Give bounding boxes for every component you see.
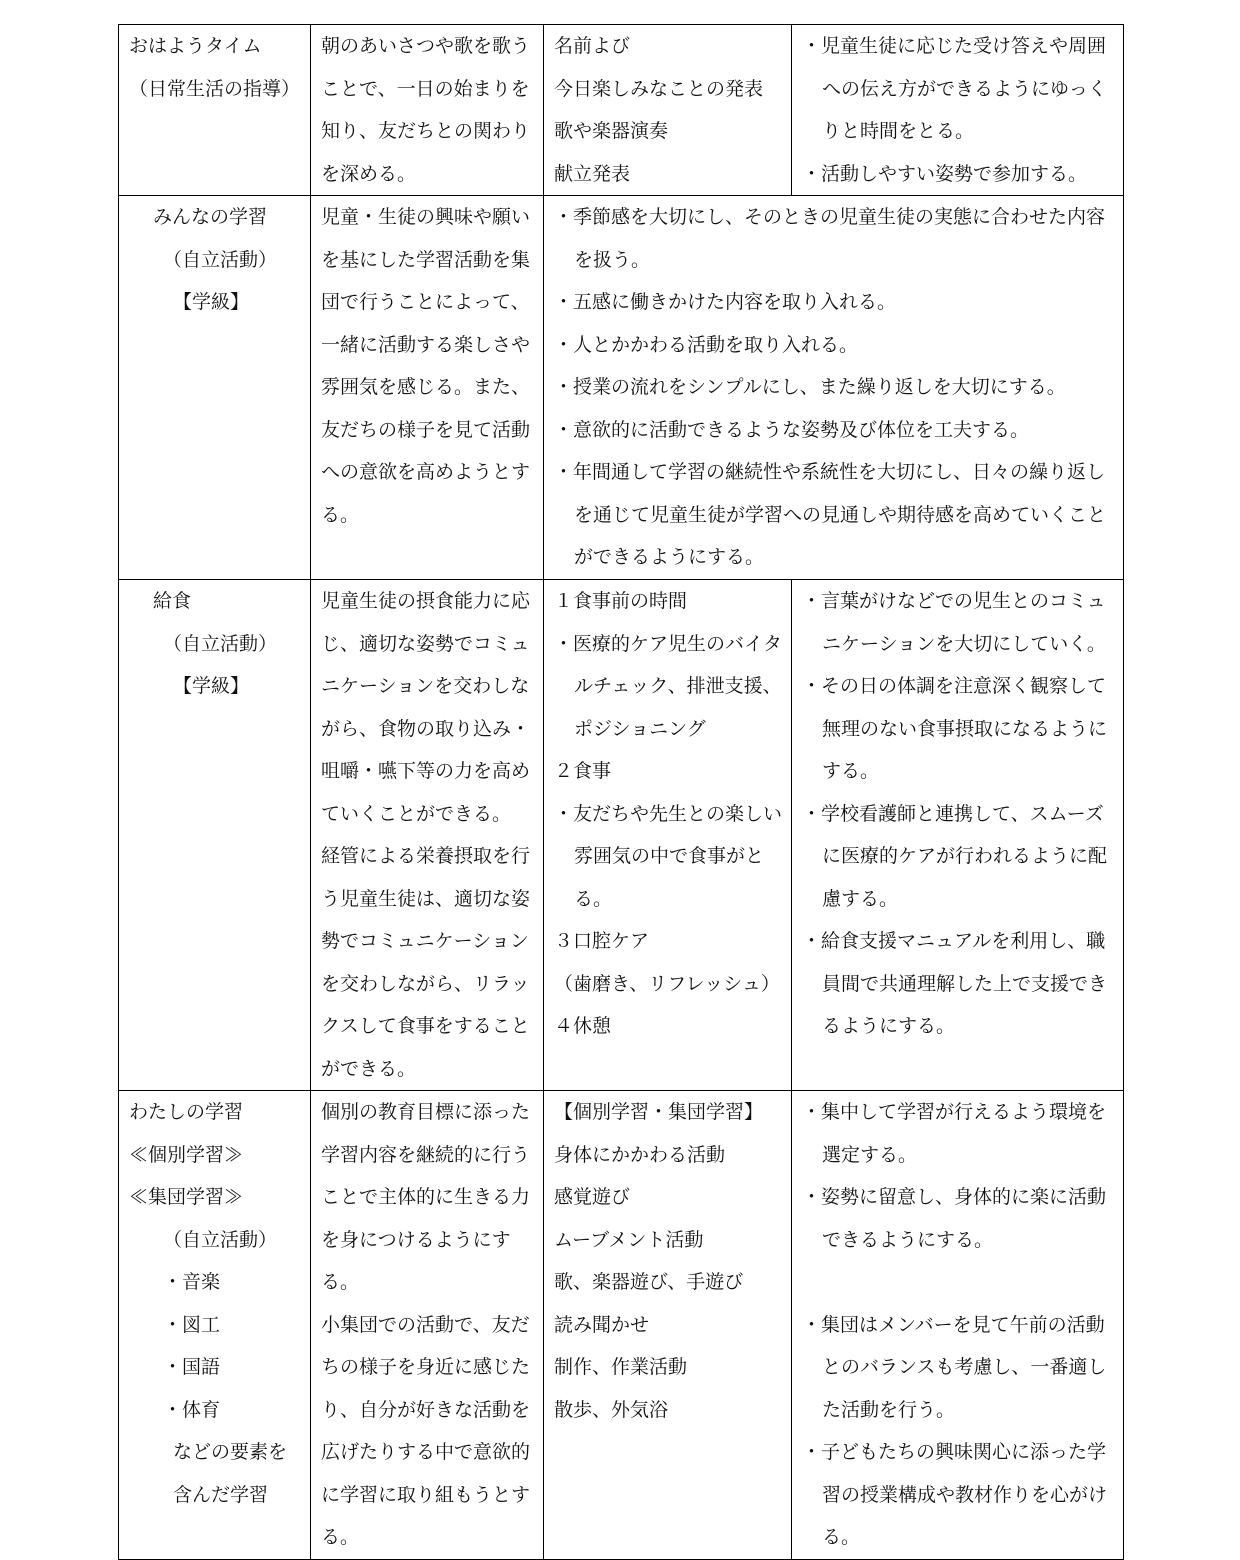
activity-subtitle: ≪個別学習≫ [129,1143,244,1166]
notes-cell [792,1091,1124,1560]
note-item: ・児童生徒に応じた受け答えや周囲への伝え方ができるようにゆっくりと時間をとる。 [802,35,1107,142]
aim-text: 個別の教育目標に添った学習内容を継続的に行うことで主体的に生きる力を身につけるようにする。 [321,1101,531,1293]
aim-text: 経管による栄養摂取を行う児童生徒は、適切な姿勢でコミュニケーションを交わしながら、リラックスして食事をすることができる。 [321,845,531,1080]
subject-note: 含んだ学習 [173,1483,269,1506]
aim-text: 児童・生徒の興味や願いを基にした学習活動を集団で行うことによって、一緒に活動する楽しさや雰囲気を感じる。また、友だちの様子を見て活動への意欲を高めようとする。 [321,206,531,526]
content-item: ２食事 [554,760,612,782]
subject-item: ・国語 [163,1356,221,1378]
note-item: ・季節感を大切にし、そのときの児童生徒の実態に合わせた内容を扱う。 [554,206,1106,271]
content-item: １食事前の時間 [554,590,688,612]
subject-item: ・音楽 [163,1271,221,1293]
content-item: （歯磨き、リフレッシュ） [554,972,780,995]
activity-title-cell [119,25,311,196]
note-item: ・意欲的に活動できるような姿勢及び体位を工夫する。 [554,418,1030,441]
note-item: ・活動しやすい姿勢で参加する。 [802,162,1088,185]
note-item: ・言葉がけなどでの児生とのコミュニケーションを大切にしていく。 [802,590,1106,655]
content-item: ４休憩 [554,1015,612,1037]
activity-subtitle: （自立活動） [163,248,278,271]
note-item: ・その日の体調を注意深く観察して無理のない食事摂取になるようにする。 [802,675,1108,782]
table-row [119,25,1124,196]
aim-text: 児童生徒の摂食能力に応じ、適切な姿勢でコミュニケーションを交わしながら、食物の取り込み・咀嚼・嚥下等の力を高めていくことができる。 [321,590,531,825]
table-row [119,196,1124,580]
activity-title-cell [119,1091,311,1560]
content-item: 名前よび [554,35,631,57]
activity-subtitle: （自立活動） [163,632,278,655]
aim-cell [311,580,544,1091]
content-item: 感覚遊び [554,1186,631,1208]
content-item: 歌、楽器遊び、手遊び [554,1271,744,1293]
activity-subtitle: （自立活動） [163,1228,278,1251]
note-item: ・姿勢に留意し、身体的に楽に活動できるようにする。 [802,1186,1107,1251]
activity-title: 給食 [153,590,192,612]
content-cell [544,1091,792,1560]
notes-cell [792,25,1124,196]
activity-subtitle: （日常生活の指導） [129,77,301,100]
note-item: ・給食支援マニュアルを利用し、職員間で共通理解した上で支援できるようにする。 [802,930,1108,1037]
spacer [802,1261,1115,1304]
content-item: 散歩、外気浴 [554,1398,669,1421]
content-cell [544,580,792,1091]
subject-item: ・体育 [163,1398,221,1421]
note-item: ・集中して学習が行えるよう環境を選定する。 [802,1101,1107,1166]
aim-cell [311,1091,544,1560]
subject-item: ・図工 [163,1313,221,1336]
note-item: ・五感に働きかけた内容を取り入れる。 [554,291,897,313]
activity-title-cell [119,580,311,1091]
content-item: ・医療的ケア児生のバイタルチェック、排泄支援、ポジショニング [554,632,783,740]
aim-text: 小集団での活動で、友だちの様子を身近に感じたり、自分が好きな活動を広げたりする中で意欲的に学習に取り組もうとする。 [321,1313,531,1548]
activity-title: わたしの学習 [129,1101,244,1123]
table-row [119,580,1124,1091]
subject-note: などの要素を [173,1441,288,1463]
note-item: ・子どもたちの興味関心に添った学習の授業構成や教材作りを心がける。 [802,1441,1108,1548]
content-item: ムーブメント活動 [554,1228,704,1251]
notes-cell [544,196,1124,580]
content-item: 献立発表 [554,162,631,185]
activity-group: 【学級】 [173,675,250,697]
aim-cell [311,196,544,580]
content-item: ・友だちや先生との楽しい雰囲気の中で食事がとる。 [554,802,783,910]
aim-text: 朝のあいさつや歌を歌うことで、一日の始まりを知り、友だちとの関わりを深める。 [321,35,531,185]
content-cell [544,25,792,196]
note-item: ・人とかかわる活動を取り入れる。 [554,333,859,356]
content-item: 制作、作業活動 [554,1356,688,1378]
activity-title-cell [119,196,311,580]
content-item: 身体にかかわる活動 [554,1143,726,1166]
content-item: 歌や楽器演奏 [554,120,669,142]
content-item: 読み聞かせ [554,1313,650,1336]
activity-subtitle: ≪集団学習≫ [129,1186,244,1208]
content-item: 今日楽しみなことの発表 [554,77,764,100]
note-item: ・集団はメンバーを見て午前の活動とのバランスも考慮し、一番適した活動を行う。 [802,1313,1107,1421]
activity-title: おはようタイム [129,35,262,57]
activity-title: みんなの学習 [153,206,268,228]
note-item: ・学校看護師と連携して、スムーズに医療的ケアが行われるように配慮する。 [802,802,1108,910]
note-item: ・授業の流れをシンプルにし、また繰り返しを大切にする。 [554,376,1066,398]
activity-group: 【学級】 [173,291,250,313]
curriculum-table [118,24,1124,1560]
note-item: ・年間通して学習の継続性や系統性を大切にし、日々の繰り返しを通じて児童生徒が学習への見通しや期待感を高めていくことができるようにする。 [554,461,1107,568]
notes-cell [792,580,1124,1091]
content-item: ３口腔ケア [554,930,650,952]
aim-cell [311,25,544,196]
content-item: 【個別学習・集団学習】 [554,1101,764,1123]
table-row [119,1091,1124,1560]
